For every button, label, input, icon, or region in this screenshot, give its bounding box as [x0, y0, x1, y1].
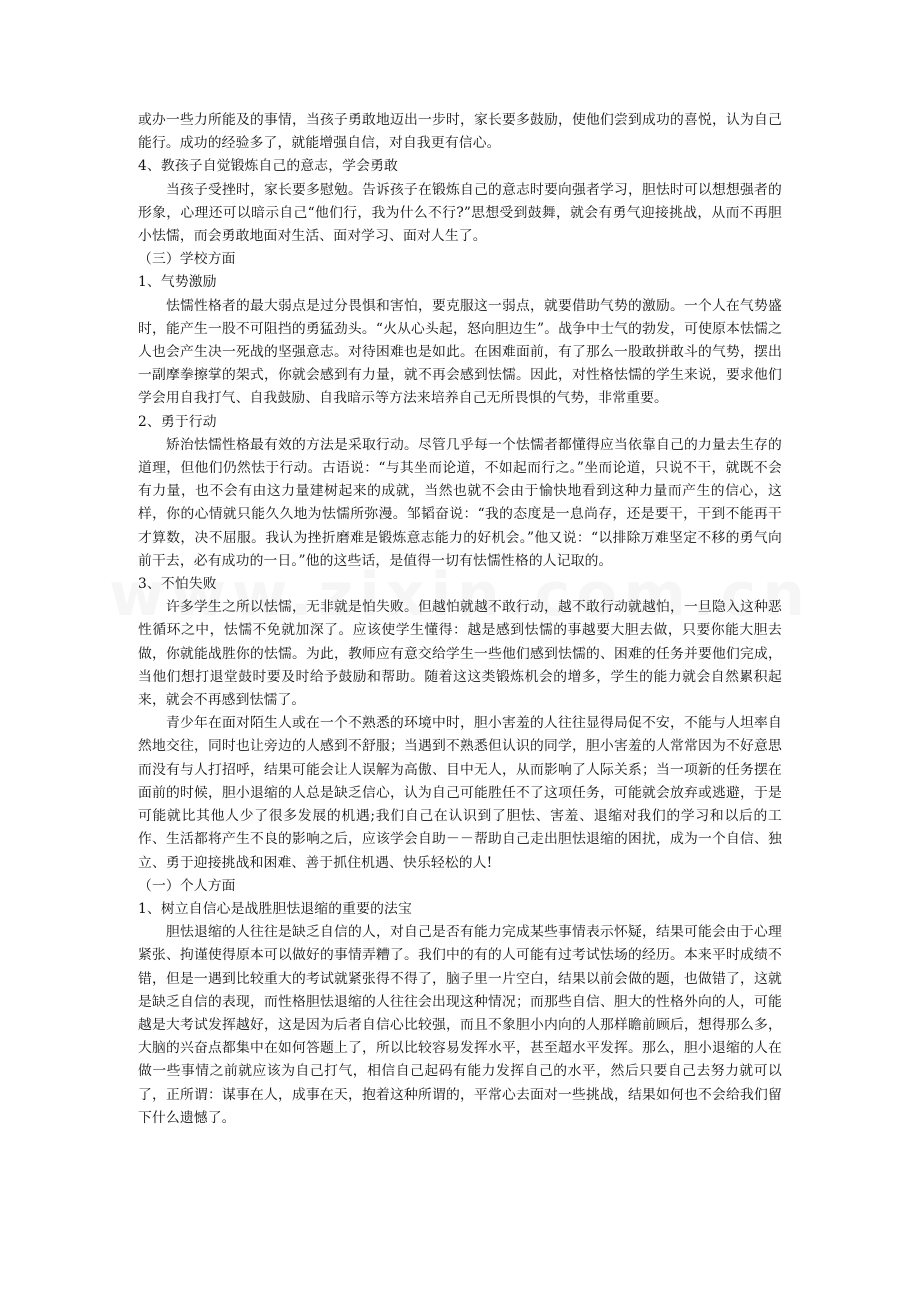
paragraph: 胆怯退缩的人往往是缺乏自信的人，对自己是否有能力完成某些事情表示怀疑，结果可能会由于心理紧张、拘谨使得原本可以做好的事情弄糟了。我们中的有的人可能有过考试怯场的经历。本来平时成绩不错，但是一遇到比较重大的考试就紧张得不得了，脑子里一片空白，结果以前会做的题，也做错了，这就是缺乏自信的表现，而性格胆怯退缩的人往往会出现这种情况；而那些自信、胆大的性格外向的人，可能越是大考试发挥越好，这是因为后者自信心比较强，而且不象胆小内向的人那样瞻前顾后，想得那么多，大脑的兴奋点都集中在如何答题上了，所以比较容易发挥水平，甚至超水平发挥。那么，胆小退缩的人在做一些事情之前就应该为自己打气，相信自己起码有能力发挥自己的水平，然后只要自己去努力就可以了，正所谓：谋事在人，成事在天，抱着这种所谓的，平常心去面对一些挑战，结果如何也不会给我们留下什么遗憾了。	[138, 924, 782, 1126]
section-heading: （一）个人方面	[138, 877, 236, 894]
paragraph: 许多学生之所以怯懦，无非就是怕失败。但越怕就越不敢行动，越不敢行动就越怕，一旦隐入这种恶性循环之中，怯懦不免就加深了。应该使学生懂得：越是感到怯懦的事越要大胆去做，只要你能大胆去做，你就能战胜你的怯懦。为此，教师应有意交给学生一些他们感到怯懦的、困难的任务并要他们完成，当他们想打退堂鼓时要及时给予鼓励和帮助。随着这这类锻炼机会的增多，学生的能力就会自然累积起来，就会不再感到怯懦了。	[138, 599, 782, 709]
section-heading: 2、勇于行动	[138, 413, 217, 430]
document-body	[138, 109, 782, 1130]
section-heading: （三）学校方面	[138, 251, 236, 268]
section-heading: 1、气势激励	[138, 274, 217, 291]
section-heading: 1、树立自信心是战胜胆怯退缩的重要的法宝	[138, 900, 412, 917]
paragraph: 青少年在面对陌生人或在一个不熟悉的环境中时，胆小害羞的人往往显得局促不安，不能与人坦率自然地交往，同时也让旁边的人感到不舒服；当遇到不熟悉但认识的同学，胆小害羞的人常常因为不好意思而没有与人打招呼，结果可能会让人误解为高傲、目中无人，从而影响了人际关系；当一项新的任务摆在面前的时候，胆小退缩的人总是缺乏信心，认为自己可能胜任不了这项任务，可能就会放弃或逃避，于是可能就比其他人少了很多发展的机遇;我们自己在认识到了胆怯、害羞、退缩对我们的学习和以后的工作、生活都将产生不良的影响之后，应该学会自助－－帮助自己走出胆怯退缩的困扰，成为一个自信、独立、勇于迎接挑战和困难、善于抓住机遇、快乐轻松的人!	[138, 715, 782, 871]
paragraph: 怯懦性格者的最大弱点是过分畏惧和害怕，要克服这一弱点，就要借助气势的激励。一个人在气势盛时，能产生一股不可阻挡的勇猛劲头。“火从心头起，怒向胆边生”。战争中士气的勃发，可使原本怯懦之人也会产生决一死战的坚强意志。对待困难也是如此。在困难面前，有了那么一股敢拼敢斗的气势，摆出一副摩拳擦掌的架式，你就会感到有力量，就不再会感到怯懦。因此，对性格怯懦的学生来说，要求他们学会用自我打气、自我鼓励、自我暗示等方法来培养自己无所畏惧的气势，非常重要。	[138, 297, 782, 407]
section-heading: 4、教孩子自觉锻炼自己的意志，学会勇敢	[138, 158, 398, 175]
paragraph: 矫治怯懦性格最有效的方法是采取行动。尽管几乎每一个怯懦者都懂得应当依靠自己的力量去生存的道理，但他们仍然怯于行动。古语说：“与其坐而论道，不如起而行之。”坐而论道，只说不干，就既不会有力量，也不会有由这力量建树起来的成就，当然也就不会由于愉快地看到这种力量而产生的信心，这样，你的心情就只能久久地为怯懦所弥漫。邹韬奋说：“我的态度是一息尚存，还是要干，干到不能再干才算数，决不屈服。我认为挫折磨难是锻炼意志能力的好机会。”他又说：“以排除万难坚定不移的勇气向前干去，必有成功的一日。”他的这些话，是值得一切有怯懦性格的人记取的。	[138, 436, 782, 569]
paragraph: 或办一些力所能及的事情，当孩子勇敢地迈出一步时，家长要多鼓励，使他们尝到成功的喜悦，认为自己能行。成功的经验多了，就能增强自信，对自我更有信心。	[138, 112, 782, 152]
paragraph: 当孩子受挫时，家长要多慰勉。告诉孩子在锻炼自己的意志时要向强者学习，胆怯时可以想想强者的形象，心理还可以暗示自己“他们行，我为什么不行?”思想受到鼓舞，就会有勇气迎接挑战，从而不再胆小怯懦，而会勇敢地面对生活、面对学习、面对人生了。	[138, 181, 782, 245]
section-heading: 3、不怕失败	[138, 576, 217, 593]
